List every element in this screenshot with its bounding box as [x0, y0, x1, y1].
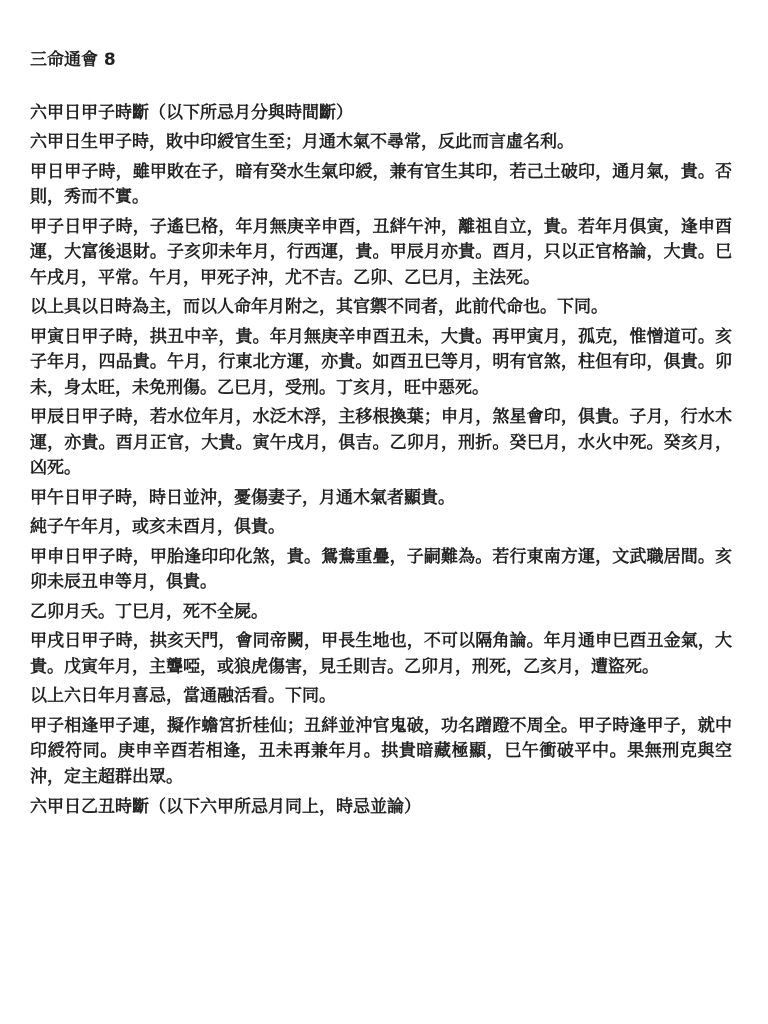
paragraph: 甲辰日甲子時，若水位年月，水泛木浮，主移根換葉；申月，煞星會印，俱貴。子月，行水木運，亦貴。酉月正官，大貴。寅午戌月，俱吉。乙卯月，刑折。癸巳月，水火中死。癸亥月，凶死。	[30, 407, 732, 478]
paragraph: 甲日甲子時，雖甲敗在子，暗有癸水生氣印綬，兼有官生其印，若己土破印，通月氣，貴。否則，秀而不實。	[30, 161, 732, 207]
section-heading-yichou: 六甲日乙丑時斷（以下六甲所忌月同上，時忌並論）	[30, 797, 421, 817]
paragraph: 以上六日年月喜忌，當通融活看。下同。	[30, 686, 336, 706]
paragraph: 乙卯月夭。丁巳月，死不全屍。	[30, 601, 268, 622]
paragraph: 純子午年月，或亥未酉月，俱貴。	[30, 517, 285, 537]
paragraph: 以上具以日時為主，而以人命年月附之，其官禦不同者，此前代命也。下同。	[30, 297, 608, 317]
paragraph: 甲午日甲子時，時日並沖，憂傷妻子，月通木氣者顯貴。	[30, 487, 455, 508]
chapter-title: 三命通會 8	[30, 50, 116, 70]
paragraph: 甲戌日甲子時，拱亥天門，會同帝闕，甲長生地也，不可以隔角論。年月通申巳酉丑金氣，大貴。戊寅年月，主聾啞，或狼虎傷害，見壬則吉。乙卯月，刑死，乙亥月，遭盜死。	[30, 631, 732, 677]
section-heading-jiazi: 六甲日甲子時斷（以下所忌月分與時間斷）	[30, 103, 353, 123]
paragraph: 甲寅日甲子時，拱丑中辛，貴。年月無庚辛申酉丑未，大貴。再甲寅月，孤克，惟憎道可。亥子年月，四品貴。午月，行東北方運，亦貴。如酉丑巳等月，明有官煞，柱但有印，俱貴。卯未，身太旺，未免刑傷。乙巳月，受刑。丁亥月，旺中惡死。	[30, 326, 732, 398]
paragraph: 甲子相逢甲子連，擬作蟾宮折桂仙；丑絆並沖官鬼破，功名蹭蹬不周全。甲子時逢甲子，就中印綬符同。庚申辛酉若相逢，丑未再兼年月。拱貴暗藏極顯，巳午衝破平中。果無刑克與空沖，定主超群出眾。	[30, 715, 732, 787]
paragraph: 六甲日生甲子時，敗中印綬官生至；月通木氣不尋常，反此而言虛名利。	[30, 132, 574, 152]
paragraph: 甲申日甲子時，甲胎逢印印化煞，貴。鴛鴦重疊，子嗣難為。若行東南方運，文武職居間。亥卯未辰丑申等月，俱貴。	[30, 546, 732, 592]
paragraph: 甲子日甲子時，子遙巳格，年月無庚辛申酉，丑絆午沖，離祖自立，貴。若年月俱寅，逢申酉運，大富後退財。子亥卯未年月，行西運，貴。甲辰月亦貴。酉月，只以正官格論，大貴。巳午戌月，平常。午月，甲死子沖，尤不吉。乙卯、乙巳月，主法死。	[30, 216, 732, 288]
